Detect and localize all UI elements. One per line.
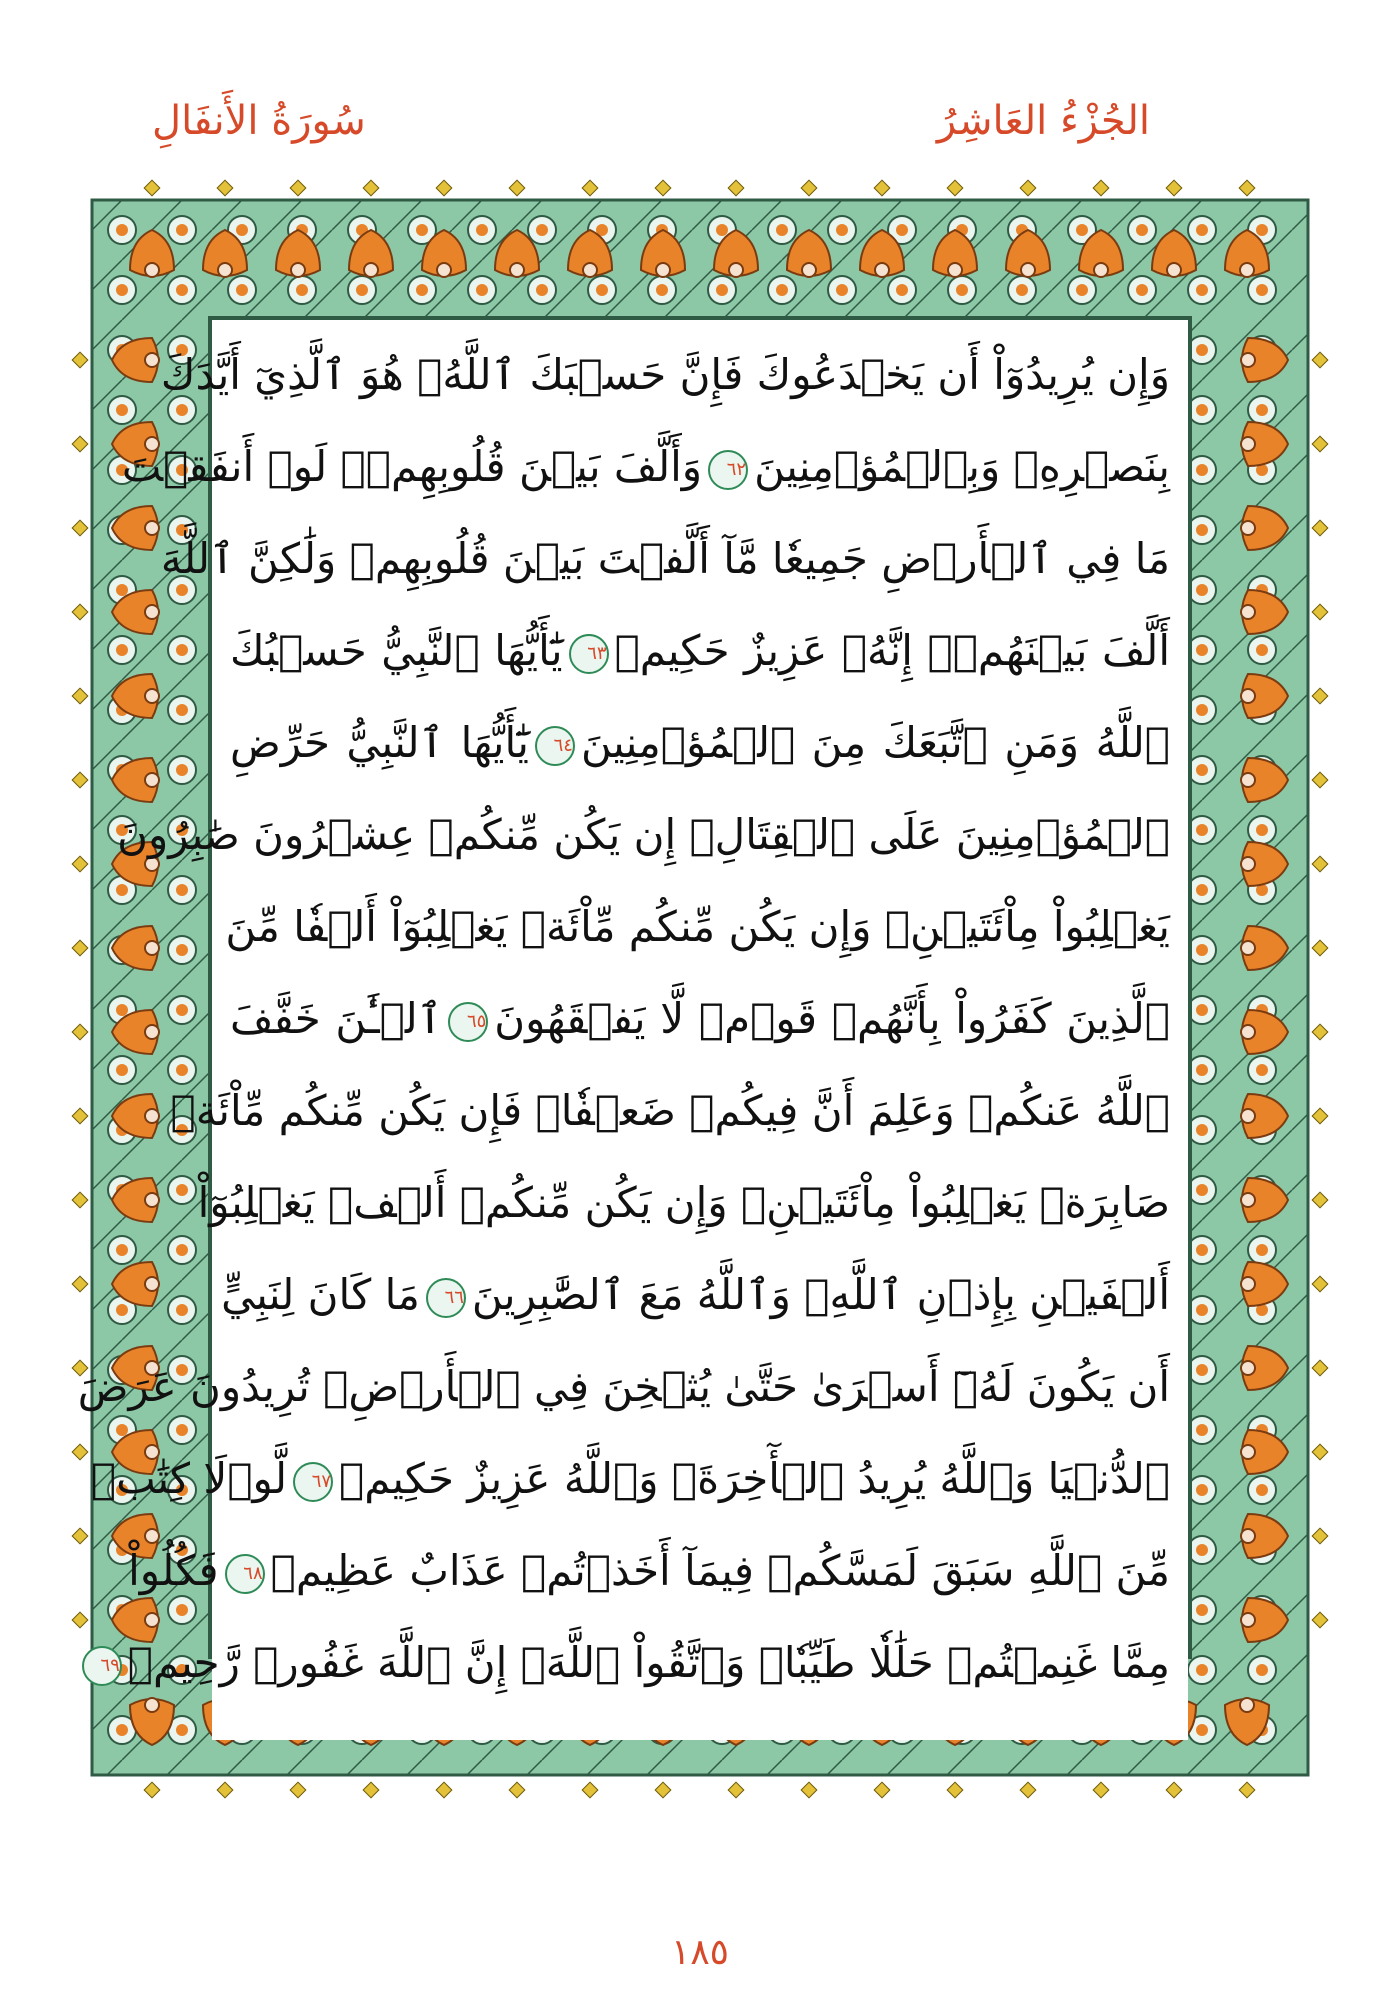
verse-text: مِمَّا غَنِمۡتُمۡ حَلَٰلٗا طَيِّبٗاۚ وَٱتَّقُواْ ٱللَّهَۚ إِنَّ ٱللَّهَ غَفُورٞ رَّحِيمٞ — [127, 1638, 1170, 1687]
verse-text: يَٰٓأَيُّهَا ٱلنَّبِيُّ حَسۡبُكَ — [230, 626, 563, 675]
diamond-marker-icon — [1312, 436, 1329, 453]
ayah-number-marker: ٦٦ — [426, 1278, 466, 1318]
verse-line — [230, 708, 1170, 778]
diamond-marker-icon — [1239, 180, 1256, 197]
diamond-marker-icon — [1166, 1782, 1183, 1799]
border-lobe-center — [1094, 263, 1108, 277]
verse-text: ٱللَّهُ وَمَنِ ٱتَّبَعَكَ مِنَ ٱلۡمُؤۡمِنِينَ — [580, 718, 1170, 767]
border-lobe-center — [1241, 773, 1255, 787]
diamond-marker-icon — [72, 1192, 89, 1209]
diamond-marker-icon — [874, 180, 891, 197]
juz-title: الجُزْءُ العَاشِرُ — [936, 98, 1150, 144]
diamond-marker-icon — [72, 604, 89, 621]
diamond-marker-icon — [144, 1782, 161, 1799]
diamond-marker-icon — [1166, 180, 1183, 197]
diamond-marker-icon — [1312, 1528, 1329, 1545]
diamond-marker-icon — [1312, 772, 1329, 789]
border-lobe-center — [656, 263, 670, 277]
diamond-marker-icon — [801, 180, 818, 197]
page-number: ١٨٥ — [670, 1932, 729, 1973]
verse-text: وَإِن يُرِيدُوٓاْ أَن يَخۡدَعُوكَ فَإِنَّ حَسۡبَكَ ٱللَّهُۚ هُوَ ٱلَّذِيٓ أَيَّدَكَ — [160, 350, 1170, 399]
diamond-marker-icon — [947, 1782, 964, 1799]
diamond-marker-icon — [72, 352, 89, 369]
border-lobe-center — [145, 605, 159, 619]
diamond-marker-icon — [1239, 1782, 1256, 1799]
verse-text: ٱلَّذِينَ كَفَرُواْ بِأَنَّهُمۡ قَوۡمٞ لَّا يَفۡقَهُونَ — [494, 994, 1170, 1043]
diamond-marker-icon — [72, 1528, 89, 1545]
verse-line — [170, 1076, 1170, 1146]
border-lobe-center — [437, 263, 451, 277]
verse-line — [221, 1260, 1170, 1330]
border-lobe-center — [1021, 263, 1035, 277]
border-lobe-center — [1241, 521, 1255, 535]
border-lobe-center — [145, 1698, 159, 1712]
diamond-marker-icon — [72, 1612, 89, 1629]
verse-line — [121, 432, 1170, 502]
verse-text: يَغۡلِبُواْ مِاْئَتَيۡنِۚ وَإِن يَكُن مِّنكُم مِّاْئَةٞ يَغۡلِبُوٓاْ أَلۡفٗا مِّنَ — [225, 902, 1170, 951]
border-lobe-center — [1241, 1025, 1255, 1039]
border-lobe-center — [1241, 857, 1255, 871]
diamond-marker-icon — [1312, 352, 1329, 369]
ayah-number-marker: ٦٩ — [82, 1646, 122, 1686]
diamond-marker-icon — [1020, 1782, 1037, 1799]
border-lobe-center — [1241, 1193, 1255, 1207]
border-lobe-center — [1241, 353, 1255, 367]
border-lobe-center — [291, 263, 305, 277]
diamond-marker-icon — [801, 1782, 818, 1799]
verse-text: ٱللَّهُ عَنكُمۡ وَعَلِمَ أَنَّ فِيكُمۡ ضَعۡفٗاۚ فَإِن يَكُن مِّنكُم مِّاْئَةٞ — [170, 1086, 1170, 1135]
diamond-marker-icon — [217, 1782, 234, 1799]
border-lobe-center — [145, 773, 159, 787]
diamond-marker-icon — [72, 688, 89, 705]
diamond-marker-icon — [655, 1782, 672, 1799]
ayah-number-marker: ٦٧ — [293, 1462, 333, 1502]
border-lobe-center — [1167, 263, 1181, 277]
border-lobe-center — [145, 1277, 159, 1291]
border-lobe-center — [802, 263, 816, 277]
verse-line — [77, 1352, 1170, 1422]
ayah-number-marker: ٦٤ — [535, 726, 575, 766]
border-lobe-center — [1241, 941, 1255, 955]
border-lobe-center — [218, 263, 232, 277]
verse-line — [160, 340, 1170, 410]
diamond-marker-icon — [144, 180, 161, 197]
surah-title: سُورَةُ الأَنفَالِ — [152, 98, 366, 144]
ayah-number-marker: ٦٢ — [708, 450, 748, 490]
border-lobe-center — [1241, 1361, 1255, 1375]
border-lobe-center — [1241, 1445, 1255, 1459]
diamond-marker-icon — [72, 436, 89, 453]
border-lobe-center — [1241, 689, 1255, 703]
diamond-marker-icon — [72, 856, 89, 873]
diamond-marker-icon — [436, 1782, 453, 1799]
border-lobe-center — [1241, 1109, 1255, 1123]
diamond-marker-icon — [72, 1024, 89, 1041]
diamond-marker-icon — [582, 180, 599, 197]
diamond-marker-icon — [582, 1782, 599, 1799]
border-lobe-center — [1241, 1277, 1255, 1291]
diamond-marker-icon — [1312, 1108, 1329, 1125]
verse-text: صَابِرَةٞ يَغۡلِبُواْ مِاْئَتَيۡنِۚ وَإِن يَكُن مِّنكُمۡ أَلۡفٞ يَغۡلِبُوٓاْ — [197, 1178, 1170, 1227]
verse-text: مِّنَ ٱللَّهِ سَبَقَ لَمَسَّكُمۡ فِيمَآ أَخَذۡتُمۡ عَذَابٌ عَظِيمٞ — [270, 1546, 1170, 1595]
ayah-number-marker: ٦٣ — [569, 634, 609, 674]
border-lobe-center — [145, 521, 159, 535]
diamond-marker-icon — [1312, 856, 1329, 873]
diamond-marker-icon — [290, 1782, 307, 1799]
diamond-marker-icon — [363, 180, 380, 197]
verse-line — [160, 524, 1170, 594]
ayah-number-marker: ٦٥ — [448, 1002, 488, 1042]
border-lobe-center — [145, 1193, 159, 1207]
diamond-marker-icon — [1093, 1782, 1110, 1799]
diamond-marker-icon — [1312, 1444, 1329, 1461]
verse-text: فَكُلُواْ — [128, 1546, 219, 1595]
verse-text: ٱلدُّنۡيَا وَٱللَّهُ يُرِيدُ ٱلۡأٓخِرَةَۗ وَٱللَّهُ عَزِيزٌ حَكِيمٞ — [339, 1454, 1170, 1503]
verse-text: ٱلۡمُؤۡمِنِينَ عَلَى ٱلۡقِتَالِۚ إِن يَكُن مِّنكُمۡ عِشۡرُونَ صَٰبِرُونَ — [117, 810, 1170, 859]
verse-text: أَلَّفَ بَيۡنَهُمۡۚ إِنَّهُۥ عَزِيزٌ حَكِيمٞ — [614, 626, 1170, 675]
diamond-marker-icon — [72, 940, 89, 957]
diamond-marker-icon — [728, 1782, 745, 1799]
border-lobe-center — [1241, 1613, 1255, 1627]
verse-text: أَلۡفَيۡنِ بِإِذۡنِ ٱللَّهِۗ وَٱللَّهُ مَعَ ٱلصَّٰبِرِينَ — [471, 1270, 1170, 1319]
border-lobe-center — [1240, 1698, 1254, 1712]
diamond-marker-icon — [728, 180, 745, 197]
diamond-marker-icon — [1093, 180, 1110, 197]
verse-line — [128, 1536, 1170, 1606]
diamond-marker-icon — [72, 1276, 89, 1293]
verse-text: ٱلۡـَٰٔنَ خَفَّفَ — [230, 994, 443, 1043]
border-lobe-center — [1240, 263, 1254, 277]
diamond-marker-icon — [290, 180, 307, 197]
page-header — [0, 98, 1400, 168]
diamond-marker-icon — [72, 772, 89, 789]
diamond-marker-icon — [1312, 688, 1329, 705]
verse-text: يَٰٓأَيُّهَا ٱلنَّبِيُّ حَرِّضِ — [230, 718, 529, 767]
verse-line — [225, 892, 1170, 962]
diamond-marker-icon — [874, 1782, 891, 1799]
diamond-marker-icon — [1312, 1192, 1329, 1209]
diamond-marker-icon — [509, 180, 526, 197]
border-lobe-center — [145, 689, 159, 703]
verse-line — [197, 1168, 1170, 1238]
border-lobe-center — [145, 1025, 159, 1039]
border-lobe-center — [145, 1613, 159, 1627]
diamond-marker-icon — [1312, 1612, 1329, 1629]
border-lobe-center — [145, 941, 159, 955]
quran-text-panel — [77, 320, 1188, 1740]
border-lobe-center — [583, 263, 597, 277]
verse-line — [100, 1628, 1170, 1698]
verse-text: أَن يَكُونَ لَهُۥٓ أَسۡرَىٰ حَتَّىٰ يُثۡخِنَ فِي ٱلۡأَرۡضِۚ تُرِيدُونَ عَرَضَ — [77, 1362, 1170, 1411]
diamond-marker-icon — [217, 180, 234, 197]
diamond-marker-icon — [509, 1782, 526, 1799]
border-lobe-center — [948, 263, 962, 277]
diamond-marker-icon — [436, 180, 453, 197]
diamond-marker-icon — [1312, 520, 1329, 537]
diamond-marker-icon — [72, 520, 89, 537]
border-lobe-center — [145, 353, 159, 367]
border-lobe-center — [1241, 1529, 1255, 1543]
border-lobe-center — [875, 263, 889, 277]
diamond-marker-icon — [1312, 1276, 1329, 1293]
diamond-marker-icon — [1312, 604, 1329, 621]
diamond-marker-icon — [363, 1782, 380, 1799]
diamond-marker-icon — [1020, 180, 1037, 197]
verse-line — [90, 1444, 1170, 1514]
diamond-marker-icon — [655, 180, 672, 197]
verse-line — [117, 800, 1170, 870]
verse-text: وَأَلَّفَ بَيۡنَ قُلُوبِهِمۡۚ لَوۡ أَنفَقۡتَ — [121, 442, 703, 491]
diamond-marker-icon — [1312, 1360, 1329, 1377]
border-lobe-center — [364, 263, 378, 277]
verse-text: مَا كَانَ لِنَبِيٍّ — [221, 1270, 420, 1319]
border-lobe-center — [145, 263, 159, 277]
verse-text: لَّوۡلَا كِتَٰبٞ — [90, 1454, 288, 1503]
ayah-number-marker: ٦٨ — [225, 1554, 265, 1594]
border-lobe-center — [729, 263, 743, 277]
diamond-marker-icon — [72, 1444, 89, 1461]
border-lobe-center — [1241, 605, 1255, 619]
diamond-marker-icon — [1312, 1024, 1329, 1041]
border-lobe-center — [145, 1109, 159, 1123]
verse-line — [230, 616, 1170, 686]
diamond-marker-icon — [947, 180, 964, 197]
verse-line — [230, 984, 1170, 1054]
border-lobe-center — [510, 263, 524, 277]
border-lobe-center — [1241, 437, 1255, 451]
diamond-marker-icon — [72, 1108, 89, 1125]
verse-text: بِنَصۡرِهِۦ وَبِٱلۡمُؤۡمِنِينَ — [754, 442, 1170, 491]
diamond-marker-icon — [1312, 940, 1329, 957]
verse-text: مَا فِي ٱلۡأَرۡضِ جَمِيعٗا مَّآ أَلَّفۡتَ بَيۡنَ قُلُوبِهِمۡ وَلَٰكِنَّ ٱللَّهَ — [160, 534, 1170, 583]
